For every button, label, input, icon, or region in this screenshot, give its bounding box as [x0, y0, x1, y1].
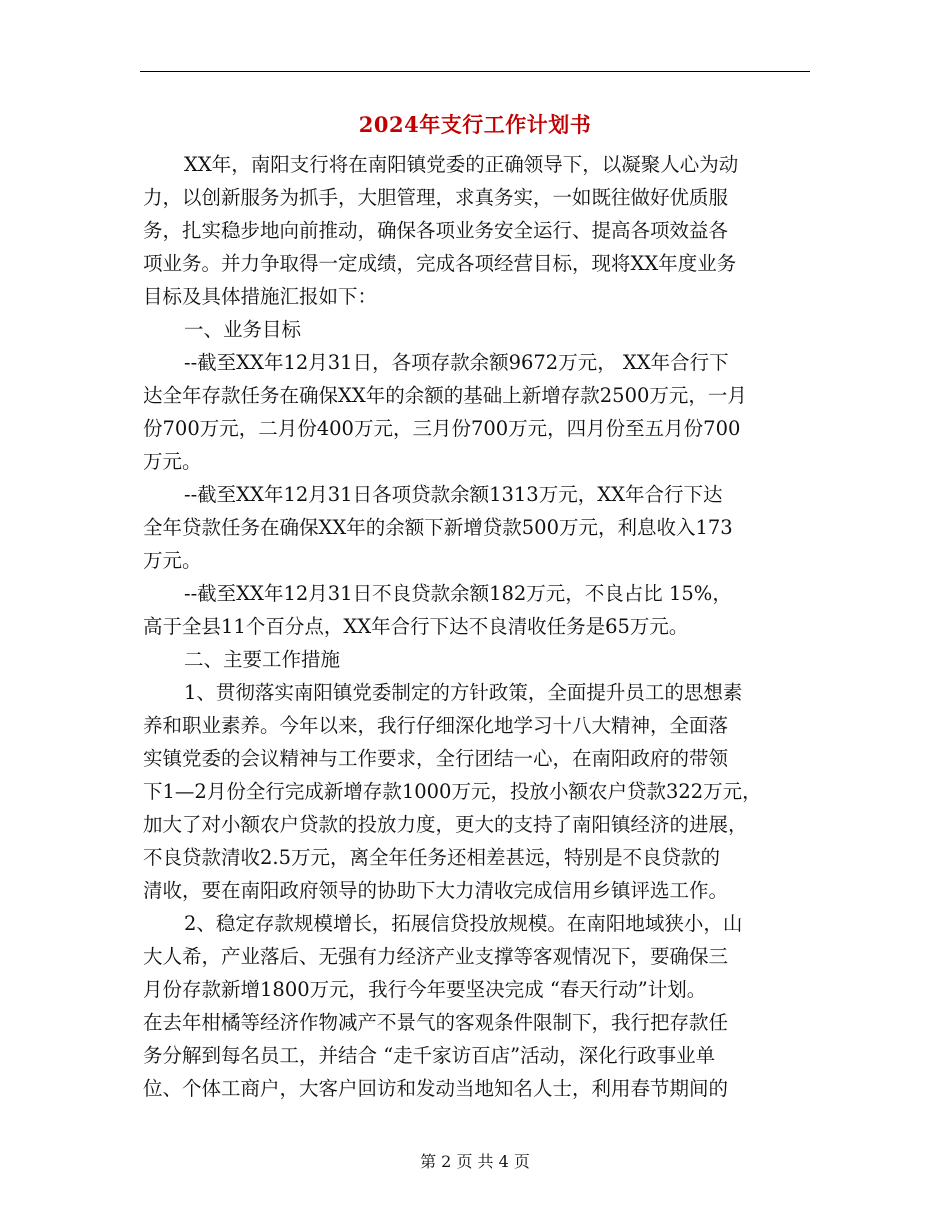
- text-line: 务，扎实稳步地向前推动，确保各项业务安全运行、提高各项效益各: [143, 219, 729, 242]
- text-line: 务分解到每名员工，并结合 “走千家访百店”活动，深化行政事业单: [143, 1044, 716, 1067]
- text-line: 万元。: [143, 450, 202, 473]
- text-line: 在去年柑橘等经济作物减产不景气的客观条件限制下，我行把存款任: [143, 1011, 729, 1034]
- page-footer: 第 2 页 共 4 页: [420, 1152, 530, 1171]
- text-line: 目标及具体措施汇报如下：: [143, 285, 378, 308]
- text-line: 万元。: [143, 549, 202, 572]
- text-line: 清收，要在南阳政府领导的协助下大力清收完成信用乡镇评选工作。: [143, 879, 729, 902]
- text-line: 份700万元，二月份400万元，三月份700万元，四月份至五月份700: [143, 417, 741, 440]
- text-line: XX年，南阳支行将在南阳镇党委的正确领导下，以凝聚人心为动: [184, 153, 739, 176]
- text-line: 养和职业素养。今年以来，我行仔细深化地学习十八大精神，全面落: [143, 714, 729, 737]
- text-line: 力，以创新服务为抓手，大胆管理，求真务实，一如既往做好优质服: [143, 186, 729, 209]
- text-line: --截至XX年12月31日，各项存款余额9672万元， XX年合行下: [184, 351, 729, 374]
- text-line: 项业务。并力争取得一定成绩，完成各项经营目标，现将XX年度业务: [143, 252, 737, 275]
- text-line: --截至XX年12月31日各项贷款余额1313万元，XX年合行下达: [184, 483, 723, 506]
- text-line: 高于全县11个百分点，XX年合行下达不良清收任务是65万元。: [143, 615, 689, 638]
- text-line: 1、贯彻落实南阳镇党委制定的方针政策，全面提升员工的思想素: [184, 681, 743, 704]
- text-line: 达全年存款任务在确保XX年的余额的基础上新增存款2500万元，一月: [143, 384, 747, 407]
- text-line: 月份存款新增1800万元，我行今年要坚决完成 “春天行动”计划。: [143, 978, 707, 1001]
- text-line: 实镇党委的会议精神与工作要求，全行团结一心，在南阳政府的带领: [143, 747, 729, 770]
- text-line: --截至XX年12月31日不良贷款余额182万元，不良占比 15%，: [184, 582, 732, 605]
- document-body: [143, 148, 813, 1105]
- document-title: 2024年支行工作计划书: [358, 112, 592, 137]
- text-line: 加大了对小额农户贷款的投放力度，更大的支持了南阳镇经济的进展，: [143, 813, 748, 836]
- text-line: 全年贷款任务在确保XX年的余额下新增贷款500万元，利息收入173: [143, 516, 733, 539]
- header-rule: [140, 71, 810, 72]
- text-line: 位、个体工商户，大客户回访和发动当地知名人士，利用春节期间的: [143, 1077, 729, 1100]
- text-line: 不良贷款清收2.5万元，离全年任务还相差甚远，特别是不良贷款的: [143, 846, 721, 869]
- text-line: 一、业务目标: [184, 318, 302, 341]
- text-line: 下1—2月份全行完成新增存款1000万元，投放小额农户贷款322万元，: [143, 780, 762, 803]
- text-line: 大人希，产业落后、无强有力经济产业支撑等客观情况下，要确保三: [143, 945, 729, 968]
- text-line: 2、稳定存款规模增长，拓展信贷投放规模。在南阳地域狭小，山: [184, 912, 743, 935]
- text-line: 二、主要工作措施: [184, 648, 341, 671]
